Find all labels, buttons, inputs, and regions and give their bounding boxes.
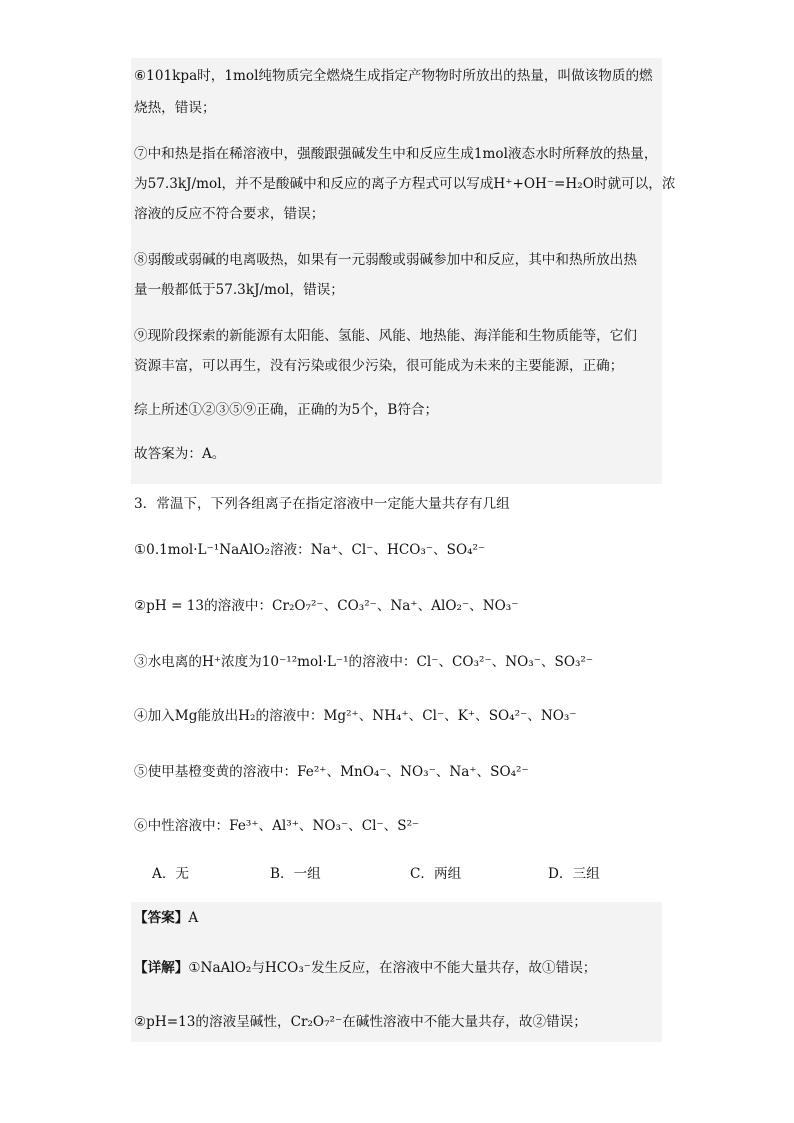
answer-value: A — [188, 910, 199, 926]
explanation-p9-line2: 资源丰富，可以再生，没有污染或很少污染，很可能成为未来的主要能源，正确； — [134, 358, 624, 374]
explanation-p6-line2: 烧热，错误； — [134, 100, 216, 116]
option-d: D．三组 — [548, 866, 600, 882]
explanation-p6-line1: ⑥101kpa时，1mol纯物质完全燃烧生成指定产物物时所放出的热量，叫做该物质的燃 — [134, 68, 653, 84]
detail-label: 【详解】 — [134, 960, 189, 976]
detail-line-2: ②pH=13的溶液呈碱性，Cr₂O₇²⁻在碱性溶液中不能大量共存，故②错误； — [134, 1014, 587, 1030]
answer-line — [134, 900, 660, 936]
explanation-p7-line1: ⑦中和热是指在稀溶液中，强酸跟强碱发生中和反应生成1mol液态水时所释放的热量， — [134, 146, 658, 162]
question-item-4: ④加入Mg能放出H₂的溶液中：Mg²⁺、NH₄⁺、Cl⁻、K⁺、SO₄²⁻、NO₃⁻ — [134, 708, 577, 724]
question-item-5: ⑤使甲基橙变黄的溶液中：Fe²⁺、MnO₄⁻、NO₃⁻、Na⁺、SO₄²⁻ — [134, 764, 529, 780]
detail-text-1: ①NaAlO₂与HCO₃⁻发生反应，在溶液中不能大量共存，故①错误； — [188, 960, 597, 976]
option-a: A．无 — [152, 866, 190, 882]
question-item-3: ③水电离的H⁺浓度为10⁻¹²mol·L⁻¹的溶液中：Cl⁻、CO₃²⁻、NO₃⁻、SO₃²⁻ — [134, 654, 594, 670]
question-item-6: ⑥中性溶液中：Fe³⁺、Al³⁺、NO₃⁻、Cl⁻、S²⁻ — [134, 818, 420, 834]
question-stem: 3．常温下，下列各组离子在指定溶液中一定能大量共存有几组 — [134, 496, 510, 512]
explanation-p9-line1: ⑨现阶段探索的新能源有太阳能、氢能、风能、地热能、海洋能和生物质能等，它们 — [134, 328, 637, 344]
explanation-p7-line3: 溶液的反应不符合要求，错误； — [134, 206, 325, 222]
question-item-1: ①0.1mol·L⁻¹NaAlO₂溶液：Na⁺、Cl⁻、HCO₃⁻、SO₄²⁻ — [134, 542, 486, 558]
detail-line-1 — [134, 950, 660, 986]
explanation-p8-line1: ⑧弱酸或弱碱的电离吸热，如果有一元弱酸或弱碱参加中和反应，其中和热所放出热 — [134, 252, 637, 268]
option-c: C．两组 — [410, 866, 462, 882]
option-b: B．一组 — [270, 866, 321, 882]
explanation-final: 故答案为：A。 — [134, 446, 226, 462]
explanation-p8-line2: 量一般都低于57.3kJ/mol，错误； — [134, 282, 344, 298]
explanation-summary: 综上所述①②③⑤⑨正确，正确的为5个，B符合； — [134, 402, 439, 418]
question-item-2: ②pH = 13的溶液中：Cr₂O₇²⁻、CO₃²⁻、Na⁺、AlO₂⁻、NO₃⁻ — [134, 598, 519, 614]
explanation-p7-line2: 为57.3kJ/mol，并不是酸碱中和反应的离子方程式可以写成H⁺+OH⁻=H₂O时就可以，浓 — [134, 176, 676, 192]
answer-label: 【答案】 — [134, 910, 189, 926]
